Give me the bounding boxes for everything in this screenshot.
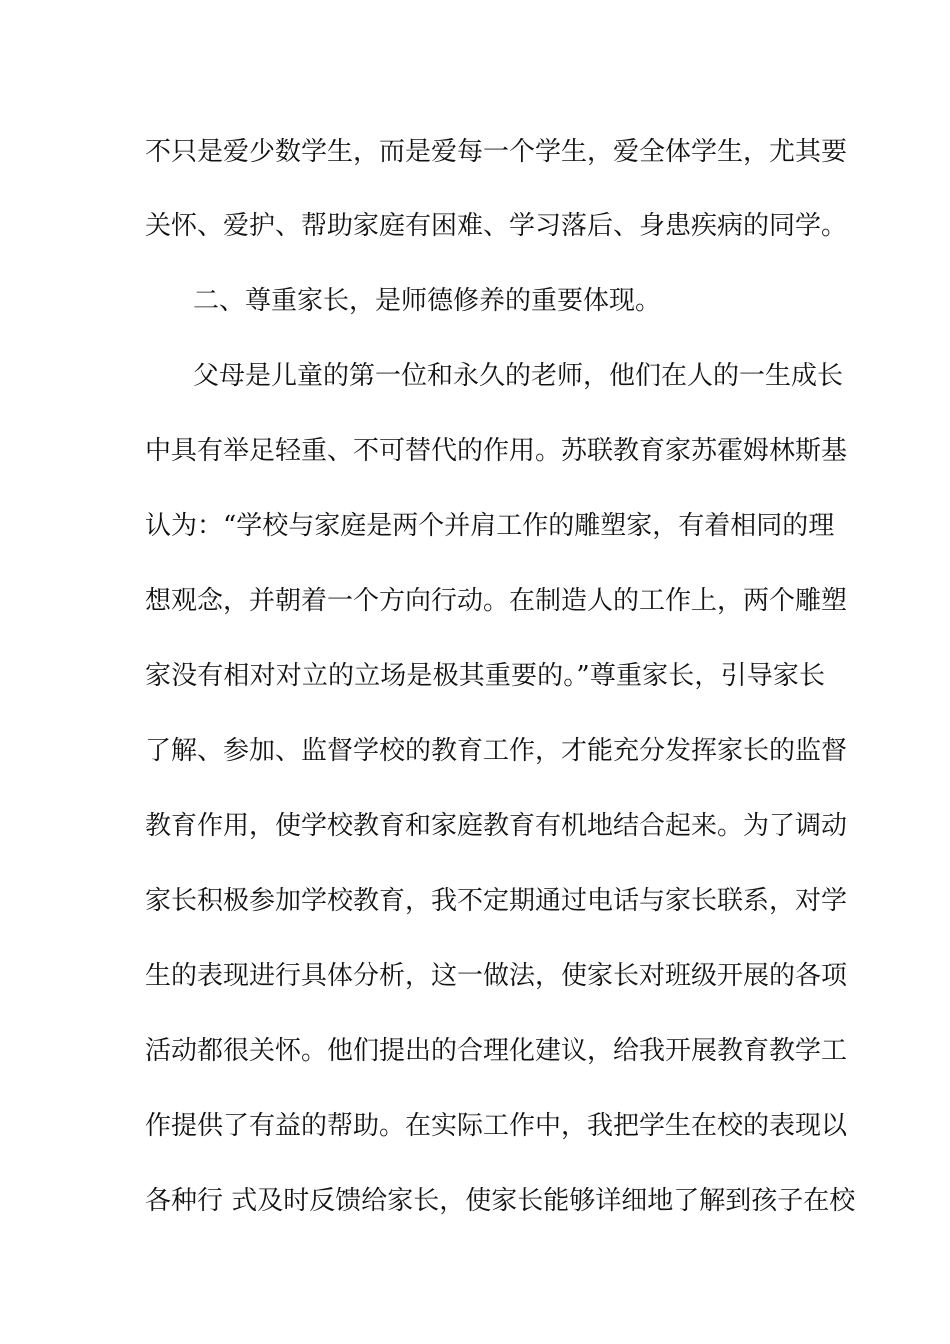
text-line: 生的表现进行具体分析，这一做法，使家长对班级开展的各项 — [145, 961, 848, 991]
text-line: 家长积极参加学校教育，我不定期通过电话与家长联系，对学 — [145, 886, 848, 916]
text-line: 认为：“学校与家庭是两个并肩工作的雕塑家，有着相同的理 — [145, 511, 835, 541]
text-line: 父母是儿童的第一位和永久的老师，他们在人的一生成长 — [193, 361, 844, 391]
text-line: 作提供了有益的帮助。在实际工作中，我把学生在校的表现以 — [145, 1111, 848, 1141]
text-line: 想观念，并朝着一个方向行动。在制造人的工作上，两个雕塑 — [145, 586, 848, 616]
text-line: 家没有相对对立的立场是极其重要的。”尊重家长，引导家长 — [145, 661, 825, 691]
text-line: 教育作用，使学校教育和家庭教育有机地结合起来。为了调动 — [145, 811, 848, 841]
text-line: 活动都很关怀。他们提出的合理化建议，给我开展教育教学工 — [145, 1036, 848, 1066]
text-line: 了解、参加、监督学校的教育工作，才能充分发挥家长的监督 — [145, 736, 848, 766]
text-line: 关怀、爱护、帮助家庭有困难、学习落后、身患疾病的同学。 — [145, 211, 848, 241]
section-heading: 二、尊重家长，是师德修养的重要体现。 — [193, 286, 662, 316]
text-line: 各种行 式及时反馈给家长，使家长能够详细地了解到孩子在校 — [145, 1186, 856, 1216]
text-line: 不只是爱少数学生，而是爱每一个学生，爱全体学生，尤其要 — [145, 137, 848, 167]
text-line: 中具有举足轻重、不可替代的作用。苏联教育家苏霍姆林斯基 — [145, 436, 848, 466]
